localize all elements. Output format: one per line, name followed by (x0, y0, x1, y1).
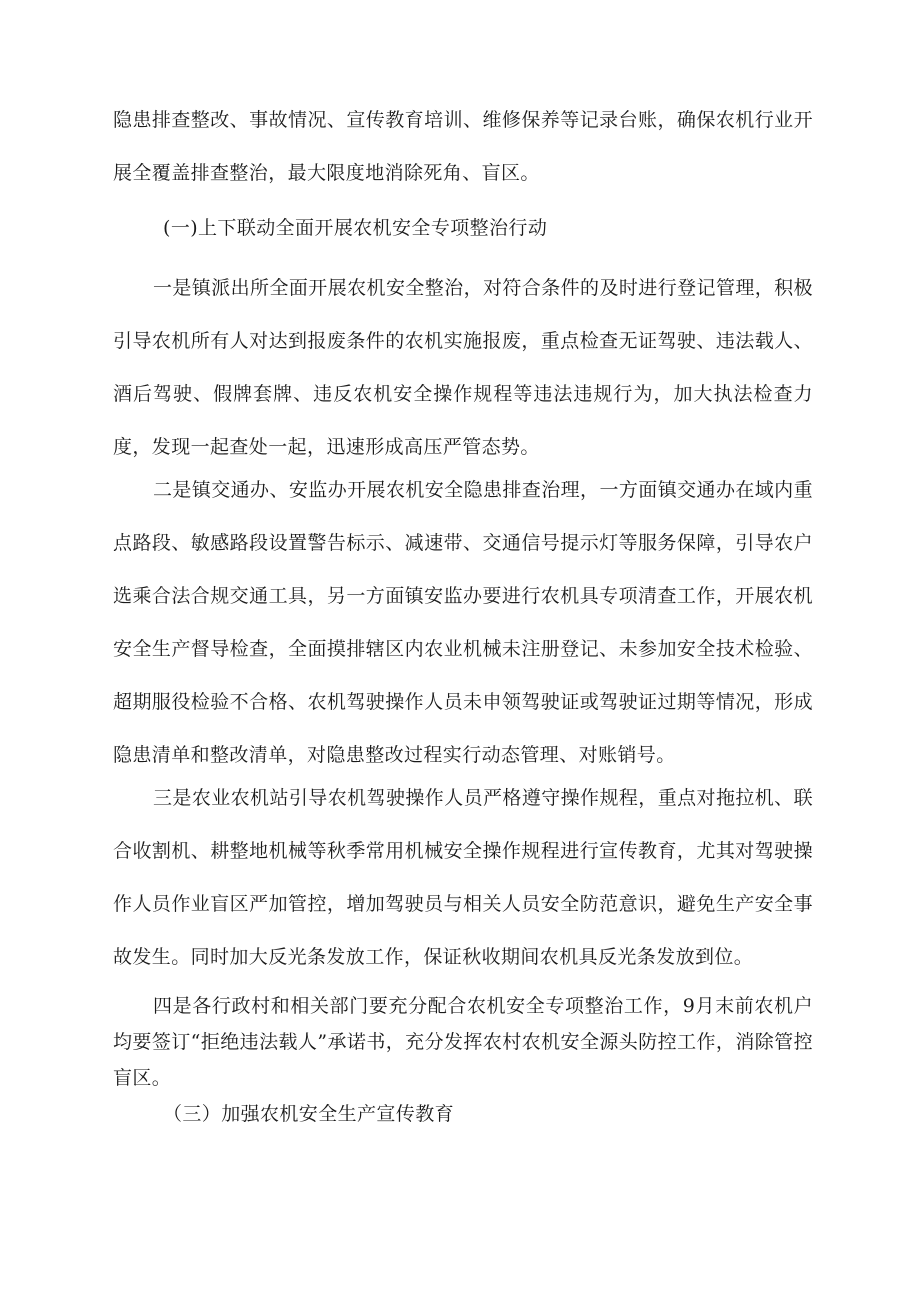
paragraph-item-2: 二是镇交通办、安监办开展农机安全隐患排查治理，一方面镇交通办在域内重点路段、敏感路段设置警告标示、减速带、交通信号提示灯等服务保障，引导农户选乘合法合规交通工具，另一方面镇安监办要进行农机具专项清查工作，开展农机安全生产督导检查，全面摸排辖区内农业机械未注册登记、未参加安全技术检验、超期服役检验不合格、农机驾驶操作人员未申领驾驶证或驾驶证过期等情况，形成隐患清单和整改清单，对隐患整改过程实行动态管理、对账销号。 (113, 479, 813, 766)
paragraph-item-1: 一是镇派出所全面开展农机安全整治，对符合条件的及时进行登记管理，积极引导农机所有人对达到报废条件的农机实施报废，重点检查无证驾驶、违法载人、酒后驾驶、假牌套牌、违反农机安全操作规程等违法违规行为，加大执法检查力度，发现一起查处一起，迅速形成高压严管态势。 (113, 277, 813, 458)
paragraph-continuation: 隐患排查整改、事故情况、宣传教育培训、维修保养等记录台账，确保农机行业开展全覆盖排查整治，最大限度地消除死角、盲区。 (113, 109, 813, 184)
paragraph-item-3: 三是农业农机站引导农机驾驶操作人员严格遵守操作规程，重点对拖拉机、联合收割机、耕整地机械等秋季常用机械安全操作规程进行宣传教育，尤其对驾驶操作人员作业盲区严加管控，增加驾驶员与相关人员安全防范意识，避免生产安全事故发生。同时加大反光条发放工作，保证秋收期间农机具反光条发放到位。 (113, 787, 813, 968)
paragraph-item-4: 四是各行政村和相关部门要充分配合农机安全专项整治工作，9月末前农机户均要签订“拒绝违法载人”承诺书，充分发挥农村农机安全源头防控工作，消除管控盲区。 (113, 995, 813, 1089)
section-heading-3: （三）加强农机安全生产宣传教育 (163, 1103, 455, 1125)
section-heading-1: (一)上下联动全面开展农机安全专项整治行动 (163, 217, 548, 239)
